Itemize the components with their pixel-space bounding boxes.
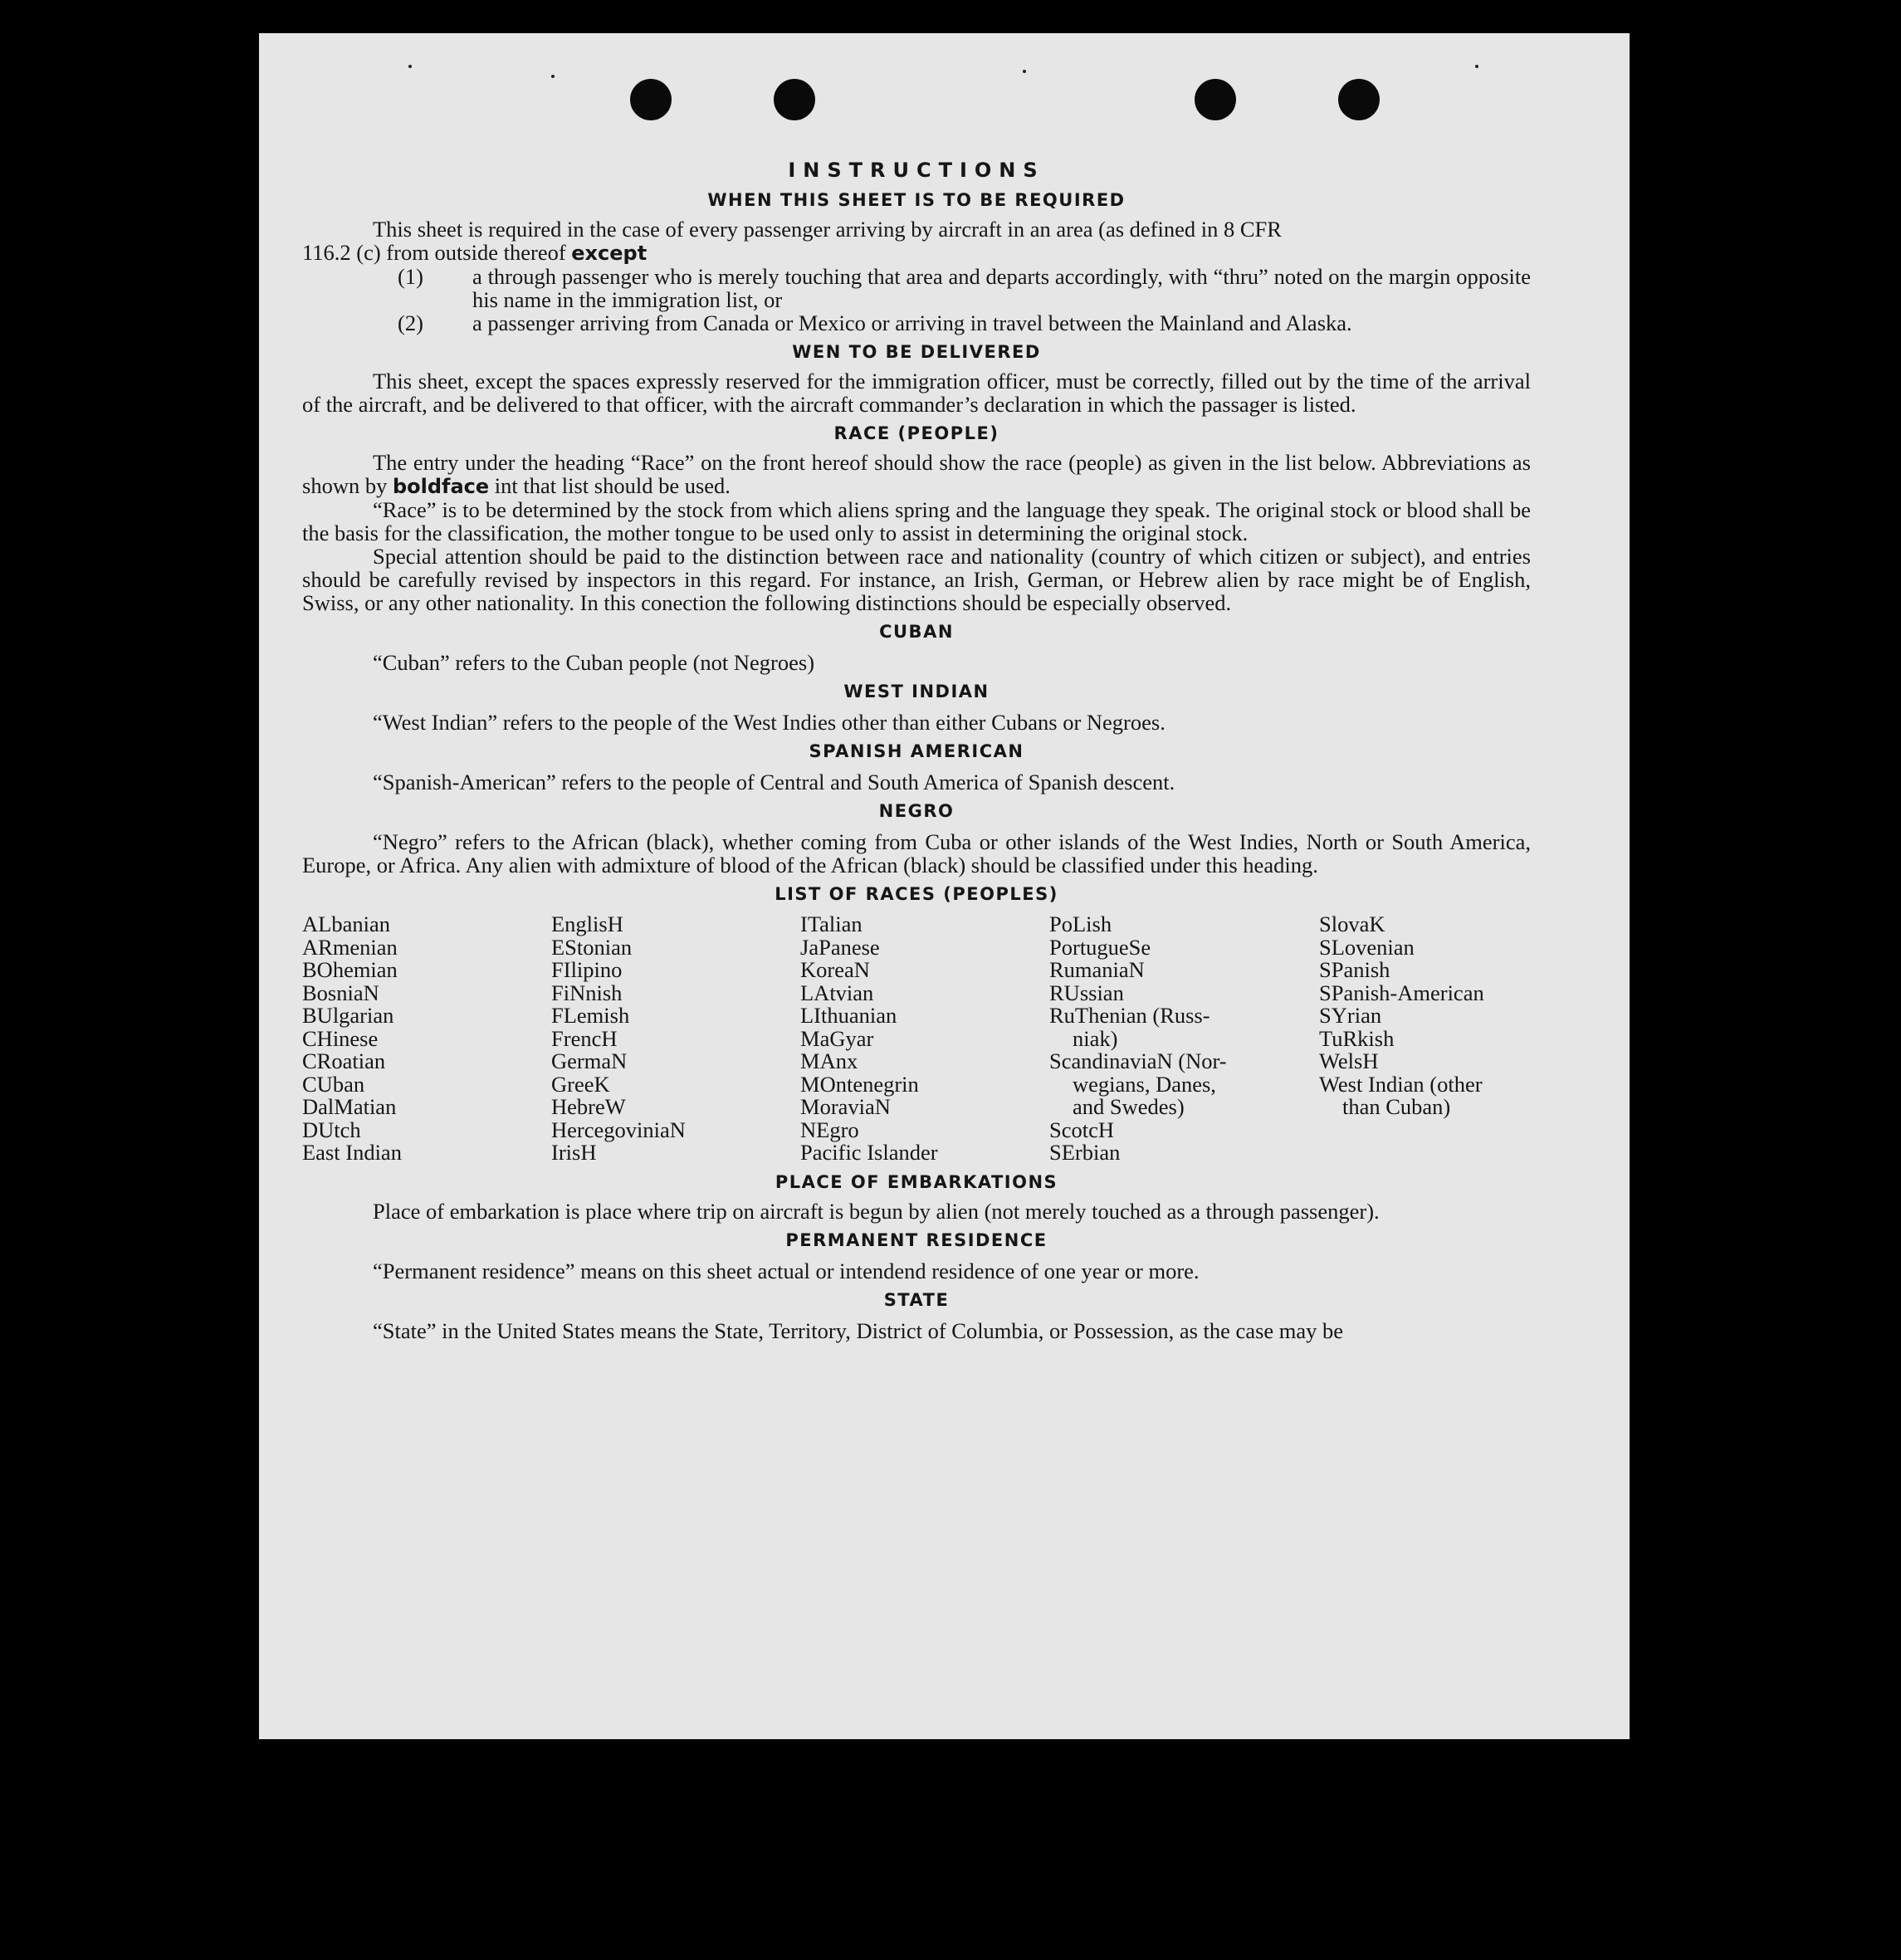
- dust-speck: [551, 75, 555, 78]
- race-list-item: EStonian: [551, 934, 633, 960]
- west-indian-paragraph: “West Indian” refers to the people of the West Indies other than either Cubans or Negroes.: [373, 710, 1166, 735]
- race-list-item: GermaN: [551, 1048, 628, 1073]
- negro-paragraph: “Negro” refers to the African (black), whether coming from Cuba or other islands of the West Indies, North or South America, Europe, or Africa. Any alien with admixture of blood of the African (black) should be classified under this heading.: [302, 829, 1531, 877]
- race-list-item: FiNnish: [551, 980, 623, 1005]
- race-list-item: SLovenian: [1319, 934, 1415, 960]
- race-list-item: PortugueSe: [1049, 934, 1151, 960]
- section-heading-spanish-american: SPANISH AMERICAN: [809, 741, 1024, 761]
- race-list-item: BOhemian: [302, 957, 398, 982]
- race-list-item: SPanish: [1319, 957, 1390, 982]
- dust-speck: [1475, 65, 1478, 68]
- race-list-item: MAnx: [800, 1048, 858, 1073]
- race-list-item: MOntenegrin: [800, 1071, 919, 1097]
- required-item-2-number: (2): [398, 310, 423, 335]
- document-sheet: [259, 33, 1630, 1739]
- section-heading-delivered: WEN TO BE DELIVERED: [792, 342, 1041, 362]
- section-heading-list-of-races: LIST OF RACES (PEOPLES): [775, 884, 1058, 904]
- race-list-item: MoraviaN: [800, 1094, 891, 1119]
- race-list-item: TuRkish: [1319, 1025, 1395, 1051]
- dust-speck: [408, 65, 412, 68]
- punch-hole: [630, 79, 672, 120]
- required-except-bold: except: [571, 242, 648, 265]
- spanish-american-paragraph: “Spanish-American” refers to the people of Central and South America of Spanish descent.: [373, 770, 1175, 794]
- section-heading-required: WHEN THIS SHEET IS TO BE REQUIRED: [707, 190, 1126, 210]
- race-list-item: HercegoviniaN: [551, 1117, 686, 1142]
- required-line-1: This sheet is required in the case of every passenger arriving by aircraft in an area (as defined in 8 CFR: [373, 217, 1282, 242]
- race-list-item: FrencH: [551, 1025, 618, 1051]
- residence-paragraph: “Permanent residence” means on this sheet actual or intendend residence of one year or more.: [373, 1258, 1200, 1283]
- races-column-1: [302, 913, 551, 1165]
- race-list-item: ITalian: [800, 912, 863, 936]
- race-list-item: ARmenian: [302, 934, 398, 960]
- race-list-item: CHinese: [302, 1025, 379, 1051]
- races-column-2: [551, 913, 800, 1165]
- punch-hole: [1195, 79, 1236, 120]
- required-item-1-text: a through passenger who is merely touching that area and departs accordingly, with “thru” noted on the margin opposite his name in the immigration list, or: [472, 264, 1531, 312]
- race-list-item: ScandinaviaN (Nor-: [1049, 1048, 1227, 1073]
- race-list-item: IrisH: [551, 1140, 597, 1165]
- section-heading-negro: NEGRO: [878, 801, 955, 821]
- section-heading-race: RACE (PEOPLE): [833, 423, 999, 443]
- section-heading-west-indian: WEST INDIAN: [843, 682, 990, 701]
- required-line-2: [302, 241, 1531, 265]
- race-list-item: West Indian (other: [1319, 1071, 1483, 1097]
- cuban-paragraph: “Cuban” refers to the Cuban people (not Negroes): [373, 650, 815, 675]
- race-list-item: ScotcH: [1049, 1117, 1115, 1142]
- required-line-2-text: 116.2 (c) from outside thereof: [302, 240, 566, 265]
- race-list-item: wegians, Danes,: [1073, 1071, 1216, 1097]
- race-list-item: SPanish-American: [1319, 980, 1484, 1005]
- section-heading-embarkation: PLACE OF EMBARKATIONS: [775, 1171, 1058, 1192]
- required-item-2-text: a passenger arriving from Canada or Mexico or arriving in travel between the Mainland and Alaska.: [472, 310, 1352, 335]
- race-list-item: SErbian: [1049, 1140, 1121, 1165]
- required-item-1-number: (1): [398, 264, 423, 289]
- required-item-2: [302, 311, 1531, 335]
- race-list-item: than Cuban): [1342, 1094, 1451, 1119]
- race-list-item: HebreW: [551, 1094, 626, 1119]
- race-list-item: DUtch: [302, 1117, 361, 1142]
- races-column-3: [800, 913, 1049, 1165]
- page-title: INSTRUCTIONS: [788, 159, 1045, 182]
- race-list-item: LIthuanian: [800, 1003, 897, 1028]
- race-list-item: East Indian: [302, 1140, 402, 1165]
- dust-speck: [1023, 70, 1026, 73]
- race-list-item: PoLish: [1049, 912, 1112, 936]
- race-list-item: SlovaK: [1319, 912, 1385, 936]
- race-list-item: and Swedes): [1073, 1094, 1185, 1119]
- delivered-paragraph: This sheet, except the spaces expressly reserved for the immigration officer, must be correctly, filled out by the time of the arrival of the aircraft, and be delivered to that officer, with the aircraft commander’s declaration in which the passager is listed.: [302, 369, 1531, 417]
- race-list-item: FLemish: [551, 1003, 630, 1028]
- race-list-item: JaPanese: [800, 934, 880, 960]
- race-list-item: RumaniaN: [1049, 957, 1145, 982]
- races-column-4: [1049, 913, 1319, 1165]
- race-list-item: CRoatian: [302, 1048, 386, 1073]
- section-heading-residence: PERMANENT RESIDENCE: [785, 1229, 1048, 1250]
- race-list-item: KoreaN: [800, 957, 870, 982]
- instructions-content: [302, 158, 1531, 1342]
- race-list-item: RUssian: [1049, 980, 1124, 1005]
- race-list-item: SYrian: [1319, 1003, 1382, 1028]
- punch-hole: [1338, 79, 1380, 120]
- section-heading-cuban: CUBAN: [879, 622, 954, 642]
- race-list-item: LAtvian: [800, 980, 874, 1005]
- race-list-item: GreeK: [551, 1071, 610, 1097]
- punch-hole: [774, 79, 815, 120]
- race-list-item: BosniaN: [302, 980, 379, 1005]
- races-column-5: [1319, 913, 1531, 1165]
- race-list-item: Pacific Islander: [800, 1140, 938, 1165]
- race-paragraph-1: [302, 451, 1531, 498]
- races-list: [302, 913, 1531, 1165]
- race-list-item: MaGyar: [800, 1025, 874, 1051]
- race-list-item: niak): [1073, 1025, 1118, 1051]
- race-list-item: EnglisH: [551, 912, 623, 936]
- embarkation-paragraph: Place of embarkation is place where trip on aircraft is begun by alien (not merely touched as a through passenger).: [373, 1198, 1380, 1224]
- race-paragraph-2: “Race” is to be determined by the stock from which aliens spring and the language they speak. The original stock or blood shall be the basis for the classification, the mother tongue to be used only to assist in determining the original stock.: [302, 497, 1531, 545]
- race-paragraph-3: Special attention should be paid to the distinction between race and nationality (country of which citizen or subject), and entries should be carefully revised by inspectors in this regard. For instance, an Irish, German, or Hebrew alien by race might be of English, Swiss, or any other nationality. In this conection the following distinctions should be especially observed.: [302, 544, 1531, 615]
- state-paragraph: “State” in the United States means the State, Territory, District of Columbia, or Possession, as the case may be: [373, 1317, 1344, 1343]
- race-list-item: ALbanian: [302, 912, 390, 936]
- race-boldface-word: boldface: [392, 475, 490, 498]
- race-list-item: WelsH: [1319, 1048, 1379, 1073]
- race-list-item: RuThenian (Russ-: [1049, 1003, 1210, 1028]
- race-list-item: BUlgarian: [302, 1003, 394, 1028]
- race-p1-after: int that list should be used.: [494, 473, 731, 498]
- race-p1-text: The entry under the heading “Race” on the front hereof should show the race (people) as given in the list below. Abbreviations as shown by: [302, 450, 1531, 498]
- section-heading-state: STATE: [883, 1289, 950, 1310]
- required-item-1: [302, 265, 1531, 311]
- race-list-item: FIlipino: [551, 957, 623, 982]
- race-list-item: DalMatian: [302, 1094, 397, 1119]
- race-list-item: NEgro: [800, 1117, 859, 1142]
- race-list-item: CUban: [302, 1071, 365, 1097]
